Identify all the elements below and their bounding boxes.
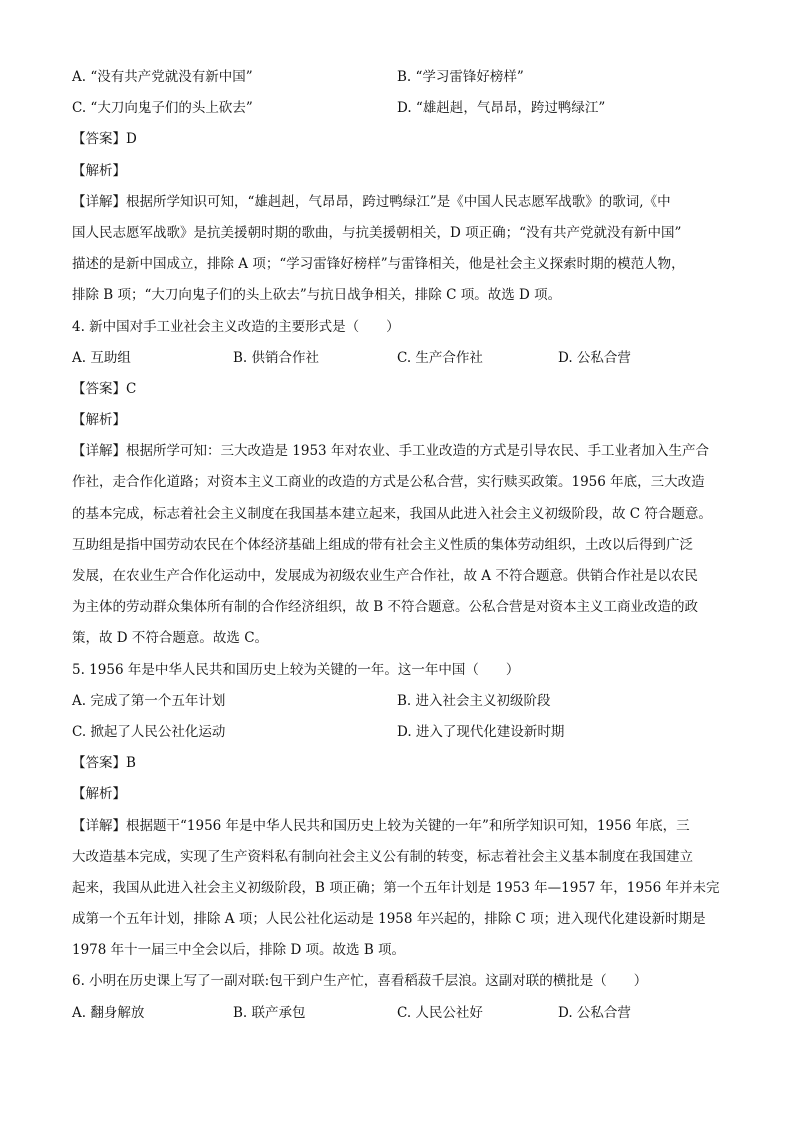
q3-option-a: A. “没有共产党就没有新中国” [72,69,253,85]
q4-option-c: C. 生产合作社 [397,349,483,366]
q3-detail-line: 国人民志愿军战歌》是抗美援朝时期的歌曲，与抗美援朝相关，D 项正确；“没有共产党就没有新中国” [72,224,682,241]
q4-stem: 4. 新中国对手工业社会主义改造的主要形式是（ ） [72,318,400,335]
q4-detail-line: 作社，走合作化道路；对资本主义工商业的改造的方式是公私合营，实行赎买政策。1956 年底，三大改造 [72,474,705,491]
q3-detail-line: 描述的是新中国成立，排除 A 项；“学习雷锋好榜样”与雷锋相关，他是社会主义探索时期的模范人物， [72,256,685,273]
q6-option-c: C. 人民公社好 [397,1004,483,1021]
q5-answer: 【答案】B [72,755,136,772]
q4-options-row [72,343,732,374]
q5-option-b: B. 进入社会主义初级阶段 [397,692,551,709]
q6-options-row [72,998,732,1029]
q3-detail-line: 【详解】根据所学知识可知，“雄赳赳，气昂昂，跨过鸭绿江”是《中国人民志愿军战歌》的歌词,《中 [72,193,671,210]
q3-option-b: B. “学习雷锋好榜样” [397,69,524,85]
q4-detail-line: 为主体的劳动群众集体所有制的合作经济组织，故 B 不符合题意。公私合营是对资本主义工商业改造的政 [72,599,699,616]
q3-options-row-2 [72,93,732,124]
q4-option-d: D. 公私合营 [558,349,631,366]
q5-detail-line: 起来，我国从此进入社会主义初级阶段，B 项正确；第一个五年计划是 1953 年—1957 年，1956 年并未完 [72,879,720,896]
q4-detail-line: 互助组是指中国劳动农民在个体经济基础上组成的带有社会主义性质的集体劳动组织，土改以后得到广泛 [72,536,693,553]
q4-detail-line: 【详解】根据所学可知：三大改造是 1953 年对农业、手工业改造的方式是引导农民、手工业者加入生产合 [72,443,709,460]
q6-option-b: B. 联产承包 [233,1004,306,1021]
q4-detail [72,436,732,654]
q4-detail-line: 策，故 D 不符合题意。故选 C。 [72,630,269,647]
q5-stem: 5. 1956 年是中华人民共和国历史上较为关键的一年。这一年中国（ ） [72,661,520,678]
q3-answer: 【答案】D [72,131,137,148]
q5-option-d: D. 进入了现代化建设新时期 [397,723,565,740]
q6-option-d: D. 公私合营 [558,1004,631,1021]
q4-detail-line: 发展，在农业生产合作化运动中，发展成为初级农业生产合作社，故 A 不符合题意。供销合作社是以农民 [72,568,698,584]
q4-option-a: A. 互助组 [72,349,131,366]
q5-options-row-1 [72,686,732,717]
q5-option-c: C. 掀起了人民公社化运动 [72,723,226,740]
q3-option-d: D. “雄赳赳，气昂昂，跨过鸭绿江” [397,100,606,117]
q4-detail-line: 的基本完成，标志着社会主义制度在我国基本建立起来，我国从此进入社会主义初级阶段，故 C 符合题意。 [72,505,712,522]
q5-analysis-label: 【解析】 [72,786,126,803]
q5-detail-line: 【详解】根据题干“1956 年是中华人民共和国历史上较为关键的一年”和所学知识可知，1956 年底，三 [72,817,690,834]
q5-detail-line: 1978 年十一届三中全会以后，排除 D 项。故选 B 项。 [72,942,406,959]
q4-option-b: B. 供销合作社 [233,349,320,366]
q3-analysis-label: 【解析】 [72,162,126,179]
q4-answer: 【答案】C [72,380,137,397]
q5-detail-line: 大改造基本完成，实现了生产资料私有制向社会主义公有制的转变，标志着社会主义基本制度在我国建立 [72,848,693,865]
q4-analysis-label: 【解析】 [72,412,126,429]
exam-page [72,62,732,1029]
q3-detail-line: 排除 B 项；“大刀向鬼子们的头上砍去”与抗日战争相关，排除 C 项。故选 D 项。 [72,287,562,304]
q6-option-a: A. 翻身解放 [72,1004,145,1021]
q5-detail [72,811,732,967]
q6-stem: 6. 小明在历史课上写了一副对联:包干到户生产忙，喜看稻菽千层浪。这副对联的横批是（ ） [72,973,648,990]
q3-detail [72,187,732,312]
q3-options-row-1 [72,62,732,93]
q3-option-c: C. “大刀向鬼子们的头上砍去” [72,100,253,117]
q5-option-a: A. 完成了第一个五年计划 [72,692,226,709]
q5-detail-line: 成第一个五年计划，排除 A 项；人民公社化运动是 1958 年兴起的，排除 C 项；进入现代化建设新时期是 [72,911,706,928]
q5-options-row-2 [72,717,732,748]
